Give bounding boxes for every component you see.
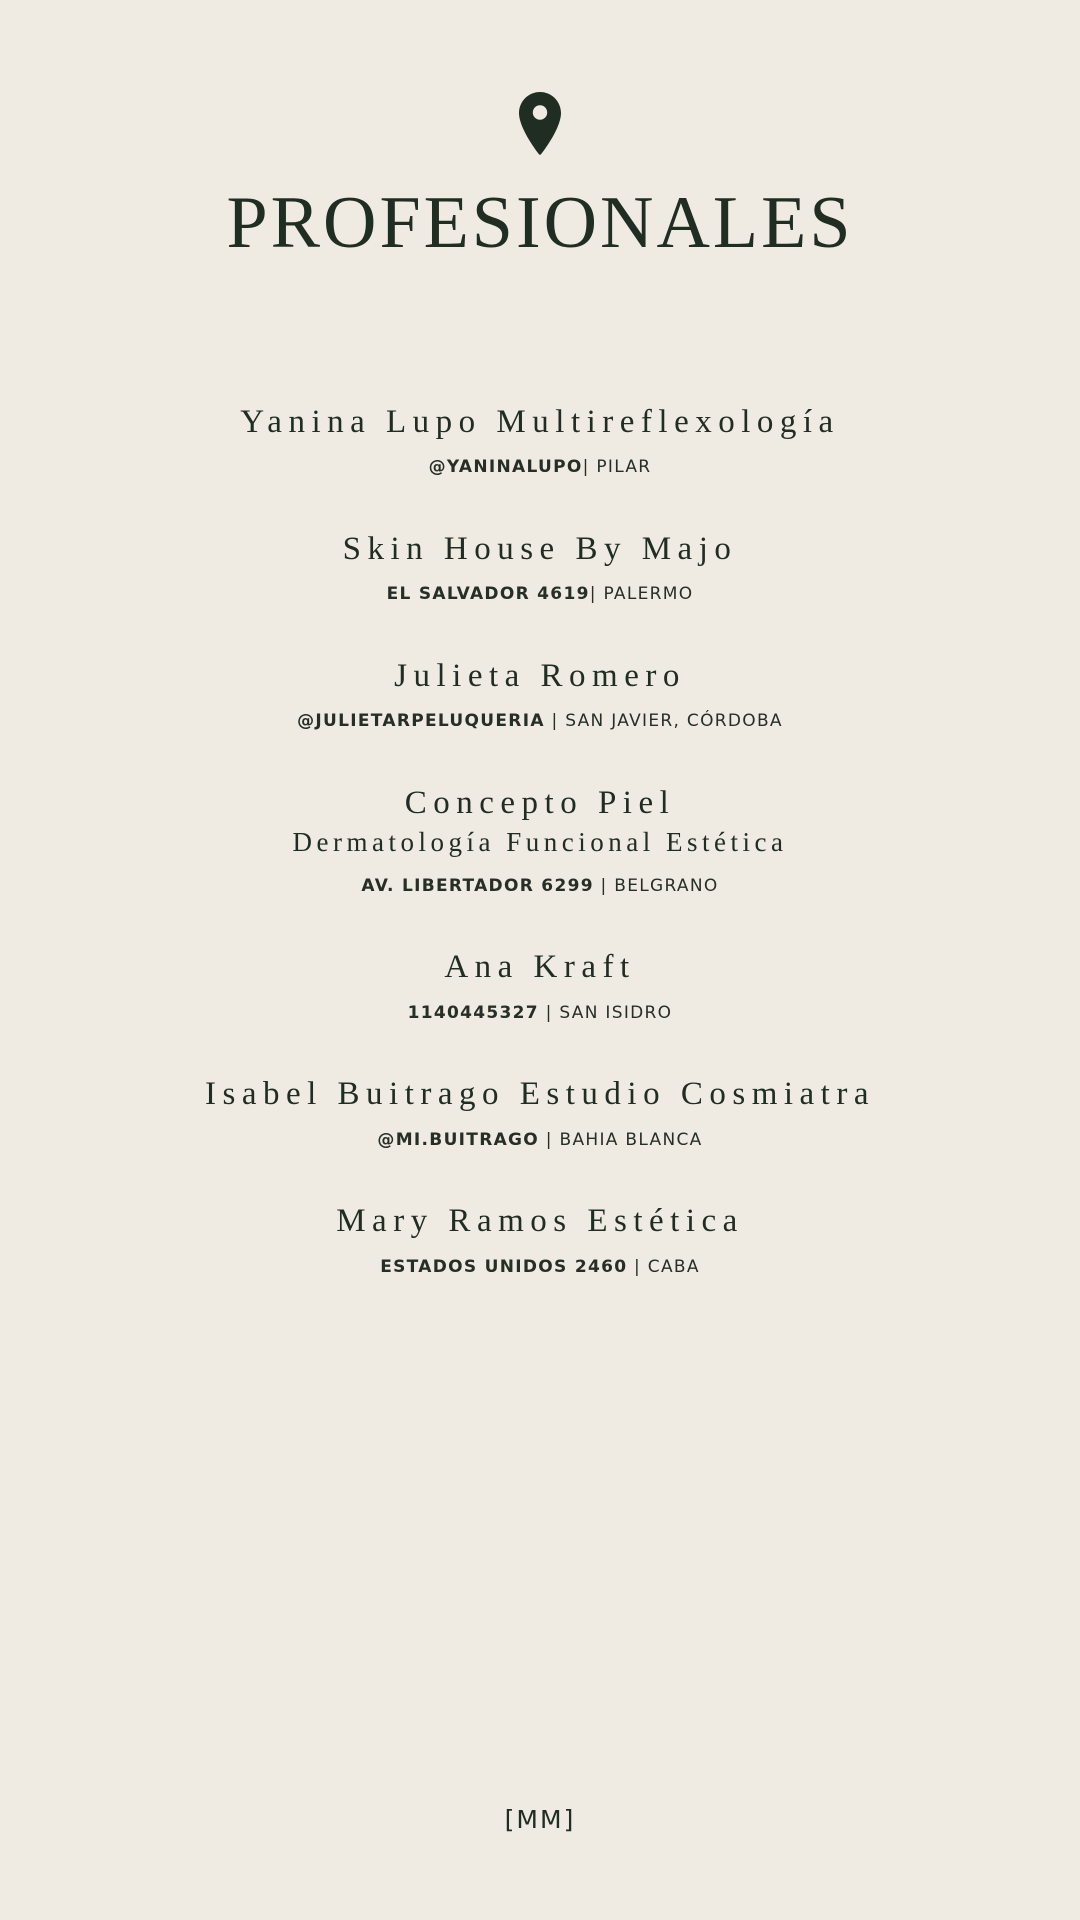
professional-handle: @MI.BUITRAGO: [377, 1129, 540, 1150]
professional-separator: |: [539, 1129, 560, 1150]
list-item: [0, 947, 1080, 1024]
list-item: [0, 402, 1080, 479]
professional-separator: |: [582, 457, 597, 478]
professional-location: PALERMO: [603, 584, 694, 605]
professional-location: BAHIA BLANCA: [559, 1129, 703, 1150]
professional-separator: |: [538, 1002, 560, 1023]
location-pin-icon: [513, 88, 567, 160]
list-item: [0, 1074, 1080, 1151]
professional-name: Isabel Buitrago Estudio Cosmiatra: [204, 1075, 875, 1112]
professionals-list: [0, 402, 1080, 1328]
professional-handle: EL SALVADOR 4619: [386, 584, 590, 605]
professional-meta: [387, 583, 694, 605]
professional-handle: @YANINALUPO: [428, 457, 583, 478]
professional-separator: |: [593, 875, 615, 896]
professional-location: BELGRANO: [614, 875, 719, 896]
professional-meta: [297, 710, 783, 732]
professional-handle: ESTADOS UNIDOS 2460: [380, 1256, 628, 1277]
professional-subname: Dermatología Funcional Estética: [292, 827, 788, 858]
list-item: [0, 529, 1080, 606]
professional-separator: |: [544, 711, 566, 732]
list-item: [0, 1201, 1080, 1278]
professional-handle: AV. LIBERTADOR 6299: [361, 875, 594, 896]
professional-name: Yanina Lupo Multireflexología: [240, 403, 840, 440]
professional-separator: |: [589, 584, 604, 605]
list-item: [0, 656, 1080, 733]
professional-name: Skin House By Majo: [342, 530, 738, 567]
professional-name: Concepto Piel: [404, 784, 676, 821]
professional-separator: |: [627, 1256, 648, 1277]
list-item: [0, 783, 1080, 897]
professional-meta: [408, 1002, 673, 1024]
footer: [0, 1805, 1080, 1834]
professional-name: Julieta Romero: [394, 657, 686, 694]
professional-location: SAN JAVIER, CÓRDOBA: [565, 711, 783, 732]
professional-name: Ana Kraft: [444, 948, 636, 985]
professional-location: CABA: [647, 1256, 700, 1277]
professional-meta: [429, 456, 652, 478]
page-title: PROFESIONALES: [226, 182, 854, 264]
professional-meta: [361, 875, 718, 897]
professional-meta: [380, 1256, 700, 1278]
professional-meta: [377, 1129, 702, 1151]
professional-name: Mary Ramos Estética: [336, 1202, 744, 1239]
professional-location: PILAR: [596, 457, 652, 478]
professional-handle: @JULIETARPELUQUERIA: [297, 711, 545, 732]
professional-location: SAN ISIDRO: [559, 1002, 673, 1023]
professional-handle: 1140445327: [407, 1002, 539, 1023]
brand-mark: [MM]: [504, 1805, 576, 1834]
